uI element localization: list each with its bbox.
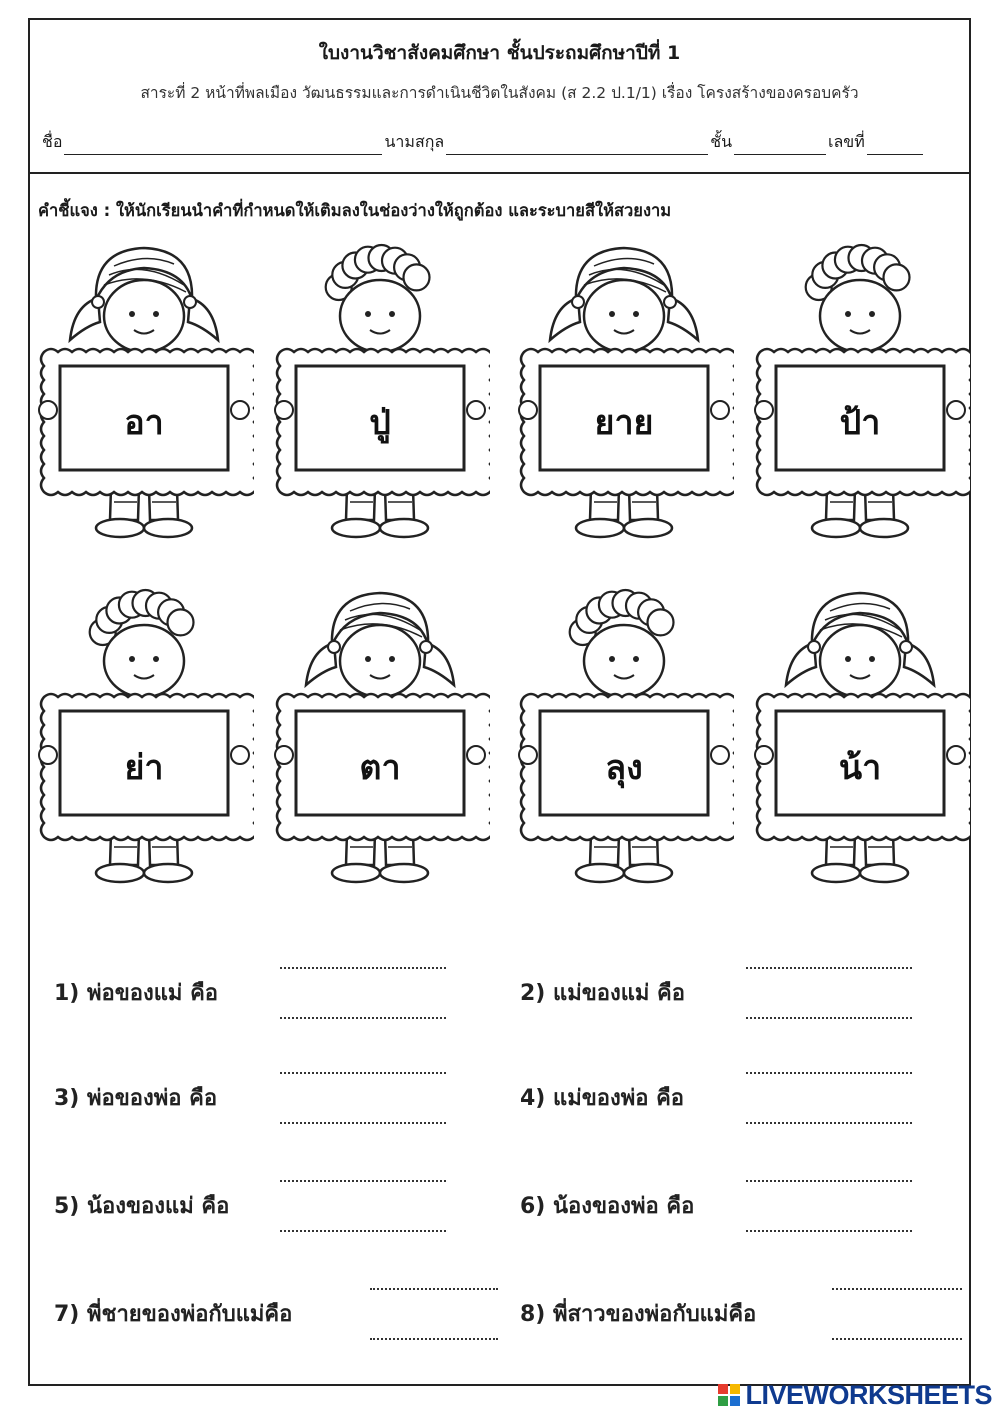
liveworksheets-logo-text: LIVEWORKSHEETS [745,1379,992,1410]
sign-word: อา [124,403,164,443]
sign-word: ลุง [605,748,643,788]
child-holding-sign [270,230,490,550]
question-text: 6) น้องของพ่อ คือ [520,1194,695,1219]
answer-blank[interactable] [280,1230,446,1232]
surname-label: นามสกุล [384,132,445,151]
sign-word: ตา [359,748,401,788]
number-field[interactable] [867,136,923,155]
worksheet-subtitle: สาระที่ 2 หน้าที่พลเมือง วัฒนธรรมและการดำเนินชีวิตในสังคม (ส 2.2 ป.1/1) เรื่อง โครงสร้างของครอบครัว [140,84,859,102]
answer-blank[interactable] [280,967,446,969]
question-text: 2) แม่ของแม่ คือ [520,981,685,1006]
answer-blank[interactable] [370,1288,498,1290]
worksheet-title: ใบงานวิชาสังคมศึกษา ชั้นประถมศึกษาปีที่ 1 [318,42,681,64]
liveworksheets-logo-icon [717,1383,741,1407]
sign-word: ย่า [124,748,164,788]
child-holding-sign [750,230,970,550]
answer-blank[interactable] [746,1122,912,1124]
class-field[interactable] [734,136,826,155]
question-text: 7) พี่ชายของพ่อกับแม่คือ [54,1302,293,1327]
question-text: 4) แม่ของพ่อ คือ [520,1086,685,1111]
child-holding-sign [34,575,254,895]
answer-blank[interactable] [280,1122,446,1124]
child-holding-sign [270,575,490,895]
answer-blank[interactable] [746,1072,912,1074]
child-holding-sign [34,230,254,550]
answer-blank[interactable] [832,1288,962,1290]
worksheet-frame [28,18,971,1386]
liveworksheets-logo [717,1380,992,1410]
question-text: 5) น้องของแม่ คือ [54,1194,230,1219]
question-text: 8) พี่สาวของพ่อกับแม่คือ [520,1302,757,1327]
answer-blank[interactable] [370,1338,498,1340]
question-text: 1) พ่อของแม่ คือ [54,981,219,1006]
answer-blank[interactable] [280,1180,446,1182]
child-holding-sign [514,575,734,895]
surname-field[interactable] [446,136,708,155]
answer-blank[interactable] [746,1017,912,1019]
answer-blank[interactable] [280,1072,446,1074]
answer-blank[interactable] [746,1230,912,1232]
answer-blank[interactable] [746,967,912,969]
instruction-text: คำชี้แจง : ให้นักเรียนนำคำที่กำหนดให้เติมลงในช่องว่างให้ถูกต้อง และระบายสีให้สวยงาม [38,201,672,220]
student-info-row [42,130,960,155]
answer-blank[interactable] [746,1180,912,1182]
child-holding-sign [514,230,734,550]
class-label: ชั้น [710,132,732,151]
sign-word: น้า [838,748,882,788]
child-holding-sign [750,575,970,895]
answer-blank[interactable] [280,1017,446,1019]
answer-blank[interactable] [832,1338,962,1340]
question-text: 3) พ่อของพ่อ คือ [54,1086,218,1111]
sign-word: ปู่ [369,403,391,443]
name-field[interactable] [64,136,382,155]
worksheet-header [30,20,969,174]
sign-word: ยาย [594,403,654,443]
sign-word: ป้า [839,403,881,443]
name-label: ชื่อ [42,132,63,151]
number-label: เลขที่ [828,132,865,151]
